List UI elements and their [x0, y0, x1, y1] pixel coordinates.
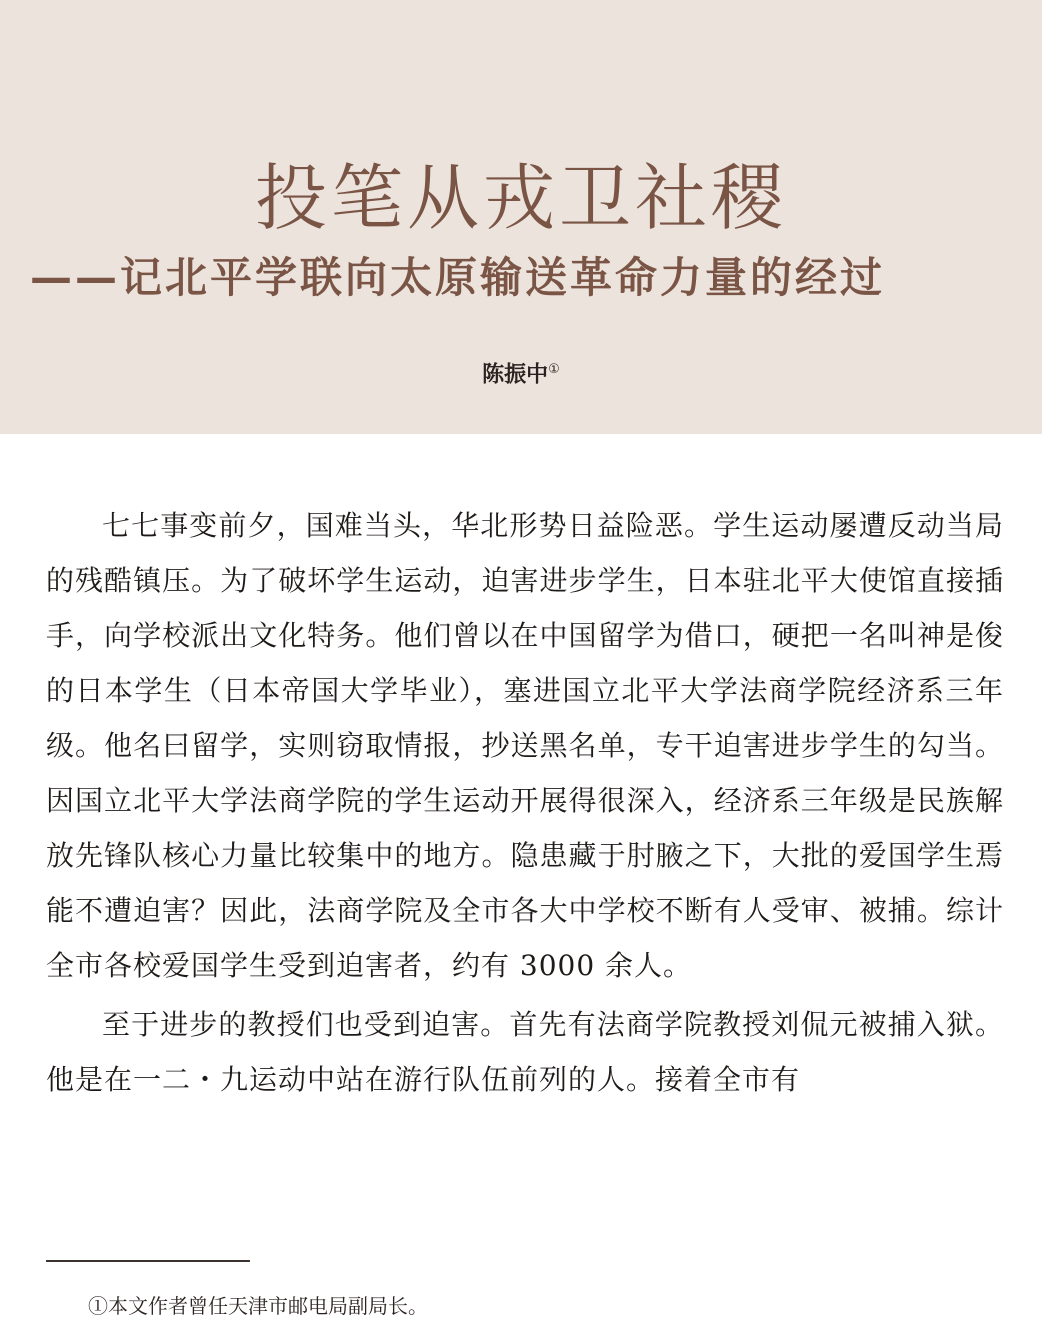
header-banner [0, 0, 1042, 434]
paragraph-1: 七七事变前夕，国难当头，华北形势日益险恶。学生运动屡遭反动当局的残酷镇压。为了破坏学生运动，迫害进步学生，日本驻北平大使馆直接插手，向学校派出文化特务。他们曾以在中国留学为借口，硬把一名叫神是俊的日本学生（日本帝国大学毕业），塞进国立北平大学法商学院经济系三年级。他名曰留学，实则窃取情报，抄送黑名单，专干迫害进步学生的勾当。因国立北平大学法商学院的学生运动开展得很深入，经济系三年级是民族解放先锋队核心力量比较集中的地方。隐患藏于肘腋之下，大批的爱国学生焉能不遭迫害？因此，法商学院及全市各大中学校不断有人受审、被捕。综计全市各校爱国学生受到迫害者，约有 3000 余人。 [46, 509, 1004, 982]
footnote: ①本文作者曾任天津市邮电局副局长。 [88, 1294, 428, 1318]
article-body [46, 498, 1004, 1111]
author-line [0, 350, 1042, 395]
article-subtitle: ——记北平学联向太原输送革命力量的经过 [30, 253, 886, 302]
author-note-mark: ① [548, 362, 560, 377]
paragraph-2: 至于进步的教授们也受到迫害。首先有法商学院教授刘侃元被捕入狱。他是在一二・九运动中站在游行队伍前列的人。接着全市有 [46, 1008, 1004, 1096]
footnote-divider [46, 1260, 250, 1262]
article-title: 投笔从戎卫社稷 [254, 156, 787, 240]
author-name: 陈振中 [482, 362, 549, 388]
